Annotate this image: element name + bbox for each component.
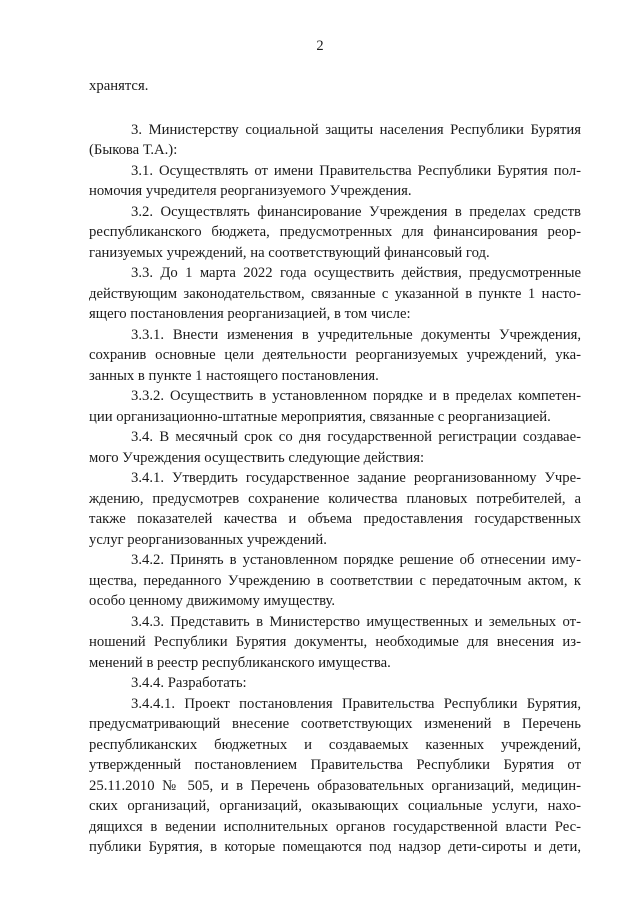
text-line: ящего постановления реорганизацией, в том числе: [89,306,411,322]
text-line: 3.3.1. Внести изменения в учредительные документы Учреждения, [131,326,581,343]
text-line: щества, переданного Учреждению в соответствии с передаточным актом, к [89,572,581,589]
text-line: сохранив основные цели деятельности реорганизуемых учреждений, ука- [89,347,581,363]
text-line: республиканских бюджетных и создаваемых казенных учреждений, [89,736,581,753]
text-line: 3.4.4. Разработать: [131,675,247,691]
text-line: ждению, предусмотрев сохранение количества плановых потребителей, а [89,490,581,507]
text-line: утвержденный постановлением Правительства Республики Бурятия от [89,757,581,773]
paragraph-gap [89,97,581,120]
text-line: (Быкова Т.А.): [89,142,178,158]
page-number: 2 [316,38,324,54]
text-line: предусматривающий внесение соответствующих изменений в Перечень [89,716,581,732]
text-line: 25.11.2010 № 505, и в Перечень образовательных организаций, медицин- [89,777,581,794]
text-line: занных в пункте 1 настоящего постановления. [89,367,379,384]
text-line: ношений Республики Бурятия документы, необходимые для внесения из- [89,634,581,650]
text-line: ганизуемых учреждений, на соответствующий финансовый год. [89,244,490,261]
text-line: 3.4.4.1. Проект постановления Правительства Республики Бурятия, [131,695,581,712]
text-line: 3.4.1. Утвердить государственное задание реорганизованному Учре- [131,470,581,486]
text-line: хранятся. [89,78,149,94]
text-line: республиканского бюджета, предусмотренных для финансирования реор- [89,224,581,240]
text-line: 3.4. В месячный срок со дня государственной регистрации создавае- [131,429,581,445]
text-line: 3. Министерству социальной защиты населения Республики Бурятия [131,121,581,138]
text-line: 3.1. Осуществлять от имени Правительства Республики Бурятия пол- [131,162,581,179]
text-line: ских организаций, организаций, оказывающих социальные услуги, нахо- [89,798,581,814]
text-line: 3.4.3. Представить в Министерство имущественных и земельных от- [131,613,581,630]
text-line: номочия учредителя реорганизуемого Учреждения. [89,183,412,199]
text-line: действующим законодательством, связанные с указанной в пункте 1 насто- [89,285,581,302]
text-line: менений в реестр республиканского имущества. [89,654,391,671]
text-line: 3.3. До 1 марта 2022 года осуществить действия, предусмотренные [131,265,581,281]
text-line: 3.2. Осуществлять финансирование Учреждения в пределах средств [131,203,581,220]
text-line: особо ценному движимому имуществу. [89,593,336,609]
text-line: 3.3.2. Осуществить в установленном порядке и в пределах компетен- [131,388,581,404]
document-body [89,76,581,858]
text-line: публики Бурятия, в которые помещаются под надзор дети-сироты и дети, [89,839,581,855]
text-line: 3.4.2. Принять в установленном порядке решение об отнесении иму- [131,552,581,568]
text-line: услуг реорганизованных учреждений. [89,531,327,548]
text-line: также показателей качества и объема предоставления государственных [89,511,581,527]
text-line: ции организационно-штатные мероприятия, связанные с реорганизацией. [89,408,551,425]
text-line: дящихся в ведении исполнительных органов государственной власти Рес- [89,818,581,835]
text-line: мого Учреждения осуществить следующие действия: [89,449,425,466]
